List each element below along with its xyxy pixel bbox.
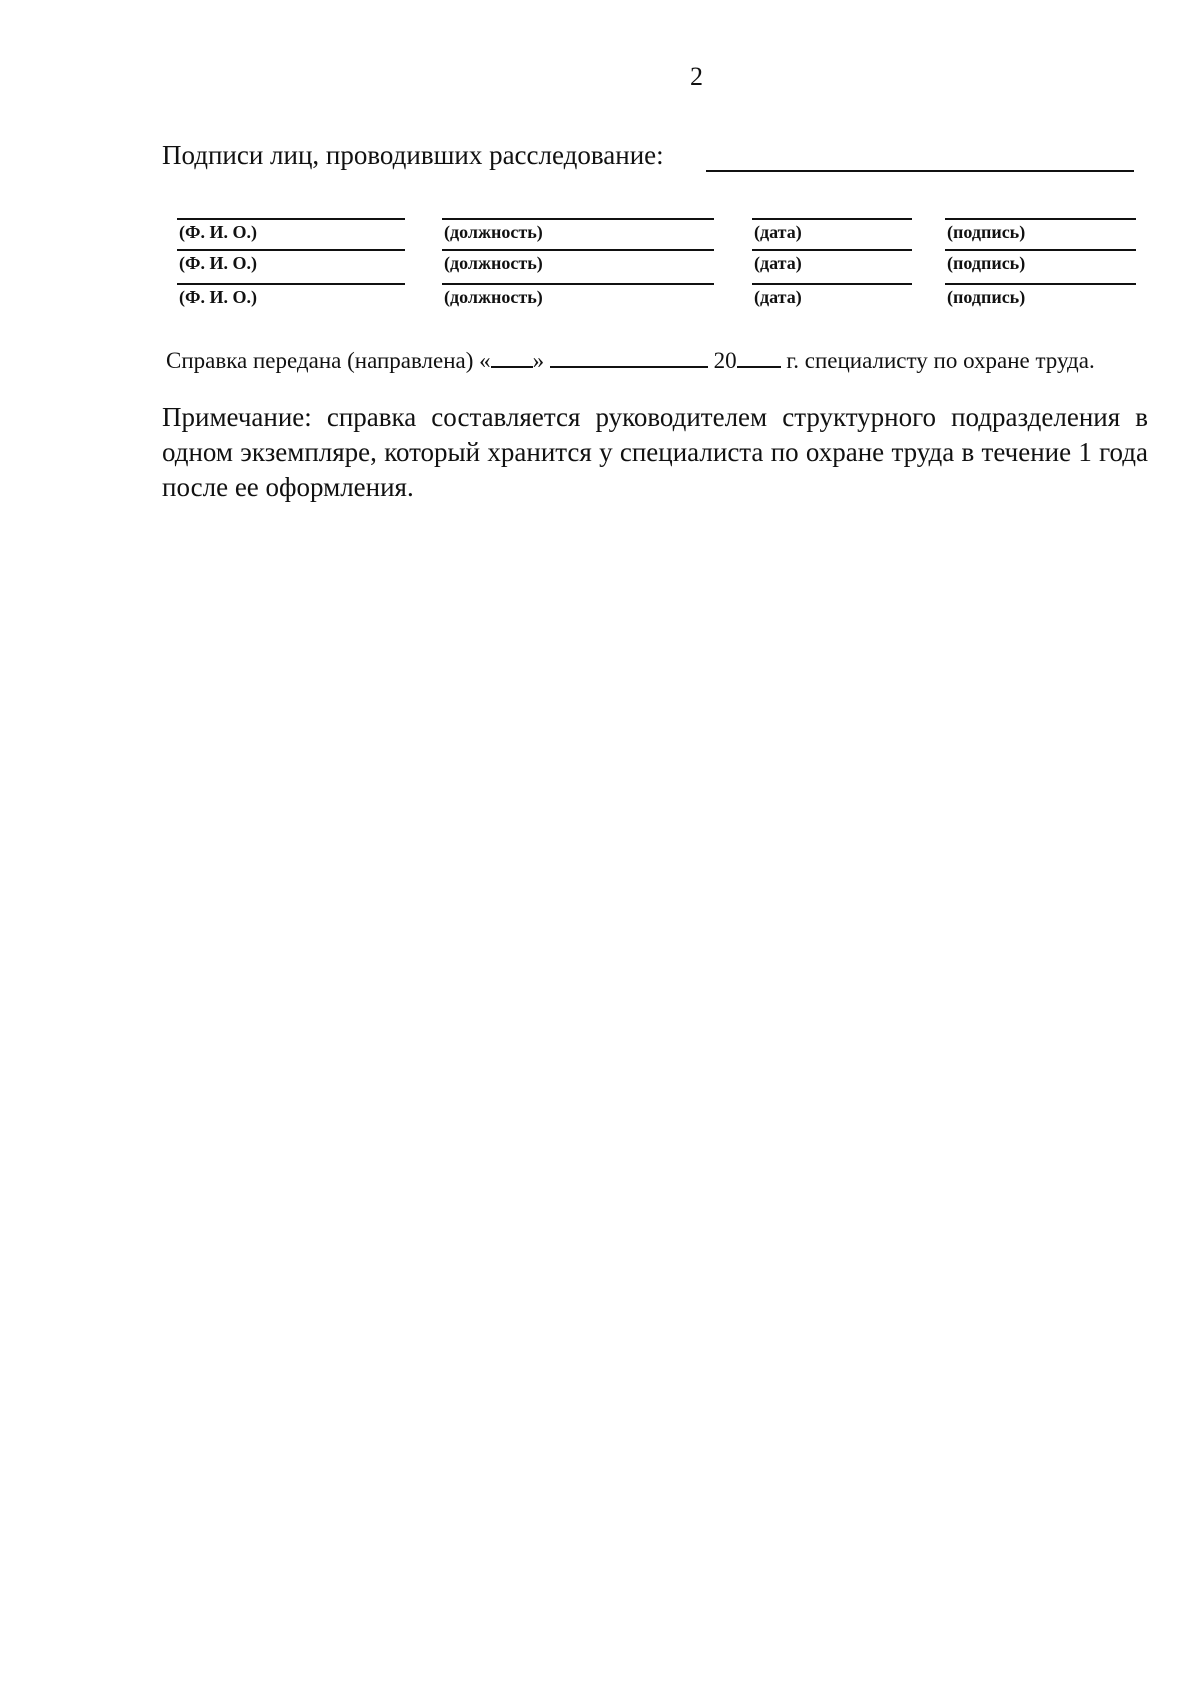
signature-caption: (подпись) bbox=[947, 287, 1026, 307]
day-blank bbox=[491, 346, 533, 368]
note-paragraph: Примечание: справка составляется руководителем структурного подразделения в одном экземпляре, который хранится у специалиста по охране труда в течение 1 года после ее оформления. bbox=[162, 402, 1148, 502]
signature-field bbox=[945, 218, 1136, 248]
fio-field bbox=[177, 283, 405, 313]
fio-caption: (Ф. И. О.) bbox=[179, 222, 257, 242]
date-caption: (дата) bbox=[754, 253, 802, 273]
transfer-statement bbox=[166, 346, 1095, 376]
signers-heading: Подписи лиц, проводивших расследование: bbox=[162, 140, 664, 170]
signature-caption: (подпись) bbox=[947, 253, 1026, 273]
transfer-prefix: Справка передана (направлена) « bbox=[166, 348, 491, 373]
position-caption: (должность) bbox=[444, 253, 543, 273]
signature-field bbox=[945, 283, 1136, 313]
fio-caption: (Ф. И. О.) bbox=[179, 253, 257, 273]
signature-field bbox=[945, 249, 1136, 279]
signature-row bbox=[0, 218, 1200, 248]
signature-row bbox=[0, 283, 1200, 313]
fio-field bbox=[177, 249, 405, 279]
date-field bbox=[752, 249, 912, 279]
position-caption: (должность) bbox=[444, 287, 543, 307]
page-number: 2 bbox=[690, 62, 703, 91]
signature-caption: (подпись) bbox=[947, 222, 1026, 242]
heading-signature-line bbox=[706, 170, 1134, 172]
month-blank bbox=[550, 346, 708, 368]
transfer-quote-close: » bbox=[532, 348, 545, 373]
signature-row bbox=[0, 249, 1200, 279]
position-field bbox=[442, 249, 714, 279]
transfer-suffix: г. специалисту по охране труда. bbox=[786, 348, 1095, 373]
fio-caption: (Ф. И. О.) bbox=[179, 287, 257, 307]
date-caption: (дата) bbox=[754, 287, 802, 307]
position-caption: (должность) bbox=[444, 222, 543, 242]
date-caption: (дата) bbox=[754, 222, 802, 242]
date-field bbox=[752, 283, 912, 313]
position-field bbox=[442, 218, 714, 248]
date-field bbox=[752, 218, 912, 248]
position-field bbox=[442, 283, 714, 313]
year-blank bbox=[737, 346, 781, 368]
fio-field bbox=[177, 218, 405, 248]
year-prefix: 20 bbox=[713, 348, 737, 373]
